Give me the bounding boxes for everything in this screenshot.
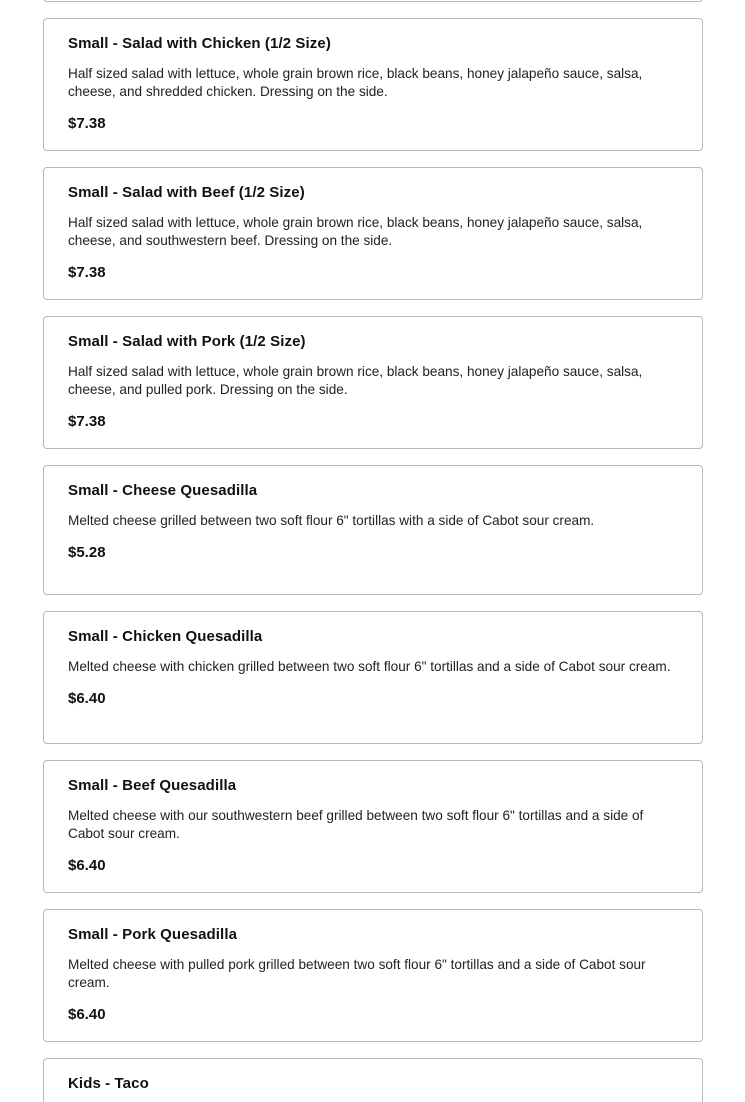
menu-item-card-chicken-quesadilla[interactable] bbox=[43, 611, 703, 744]
menu-item-price: $7.38 bbox=[68, 413, 106, 430]
menu-item-price: $6.40 bbox=[68, 690, 106, 707]
menu-item-title: Small - Salad with Pork (1/2 Size) bbox=[68, 333, 306, 350]
menu-item-card-salad-pork[interactable] bbox=[43, 316, 703, 449]
menu-item-price: $5.28 bbox=[68, 544, 106, 561]
menu-item-title: Small - Cheese Quesadilla bbox=[68, 482, 258, 499]
menu-item-card-cheese-quesadilla[interactable] bbox=[43, 465, 703, 595]
menu-item-card-partial-top[interactable] bbox=[43, 0, 703, 2]
menu-item-price: $7.38 bbox=[68, 264, 106, 281]
menu-item-title: Small - Salad with Beef (1/2 Size) bbox=[68, 184, 305, 201]
menu-item-price: $7.38 bbox=[68, 115, 106, 132]
menu-item-card-kids-taco[interactable] bbox=[43, 1058, 703, 1102]
menu-item-description: Half sized salad with lettuce, whole grain brown rice, black beans, honey jalapeño sauce, salsa, cheese, and pulled pork. Dressing on the side. bbox=[68, 364, 643, 397]
menu-item-title: Small - Salad with Chicken (1/2 Size) bbox=[68, 35, 331, 52]
menu-item-card-pork-quesadilla[interactable] bbox=[43, 909, 703, 1042]
menu-item-price: $6.40 bbox=[68, 1006, 106, 1023]
menu-item-title: Small - Beef Quesadilla bbox=[68, 777, 237, 794]
menu-item-price: $6.40 bbox=[68, 857, 106, 874]
menu-item-description: Half sized salad with lettuce, whole grain brown rice, black beans, honey jalapeño sauce, salsa, cheese, and shredded chicken. Dressing on the side. bbox=[68, 66, 643, 99]
menu-item-list bbox=[43, 0, 703, 1102]
menu-item-description: Melted cheese with our southwestern beef grilled between two soft flour 6" tortillas and a side of Cabot sour cream. bbox=[68, 808, 644, 841]
menu-item-title: Small - Pork Quesadilla bbox=[68, 926, 238, 943]
menu-item-description: Melted cheese with chicken grilled between two soft flour 6" tortillas and a side of Cabot sour cream. bbox=[68, 659, 671, 674]
menu-item-description: Melted cheese with pulled pork grilled between two soft flour 6" tortillas and a side of Cabot sour cream. bbox=[68, 957, 646, 990]
menu-item-description: Melted cheese grilled between two soft flour 6" tortillas with a side of Cabot sour cream. bbox=[68, 513, 595, 528]
menu-item-title: Kids - Taco bbox=[68, 1075, 149, 1092]
menu-item-card-beef-quesadilla[interactable] bbox=[43, 760, 703, 893]
menu-item-card-salad-beef[interactable] bbox=[43, 167, 703, 300]
menu-item-card-salad-chicken[interactable] bbox=[43, 18, 703, 151]
menu-item-title: Small - Chicken Quesadilla bbox=[68, 628, 263, 645]
menu-item-description: Half sized salad with lettuce, whole grain brown rice, black beans, honey jalapeño sauce, salsa, cheese, and southwestern beef. Dressing on the side. bbox=[68, 215, 643, 248]
